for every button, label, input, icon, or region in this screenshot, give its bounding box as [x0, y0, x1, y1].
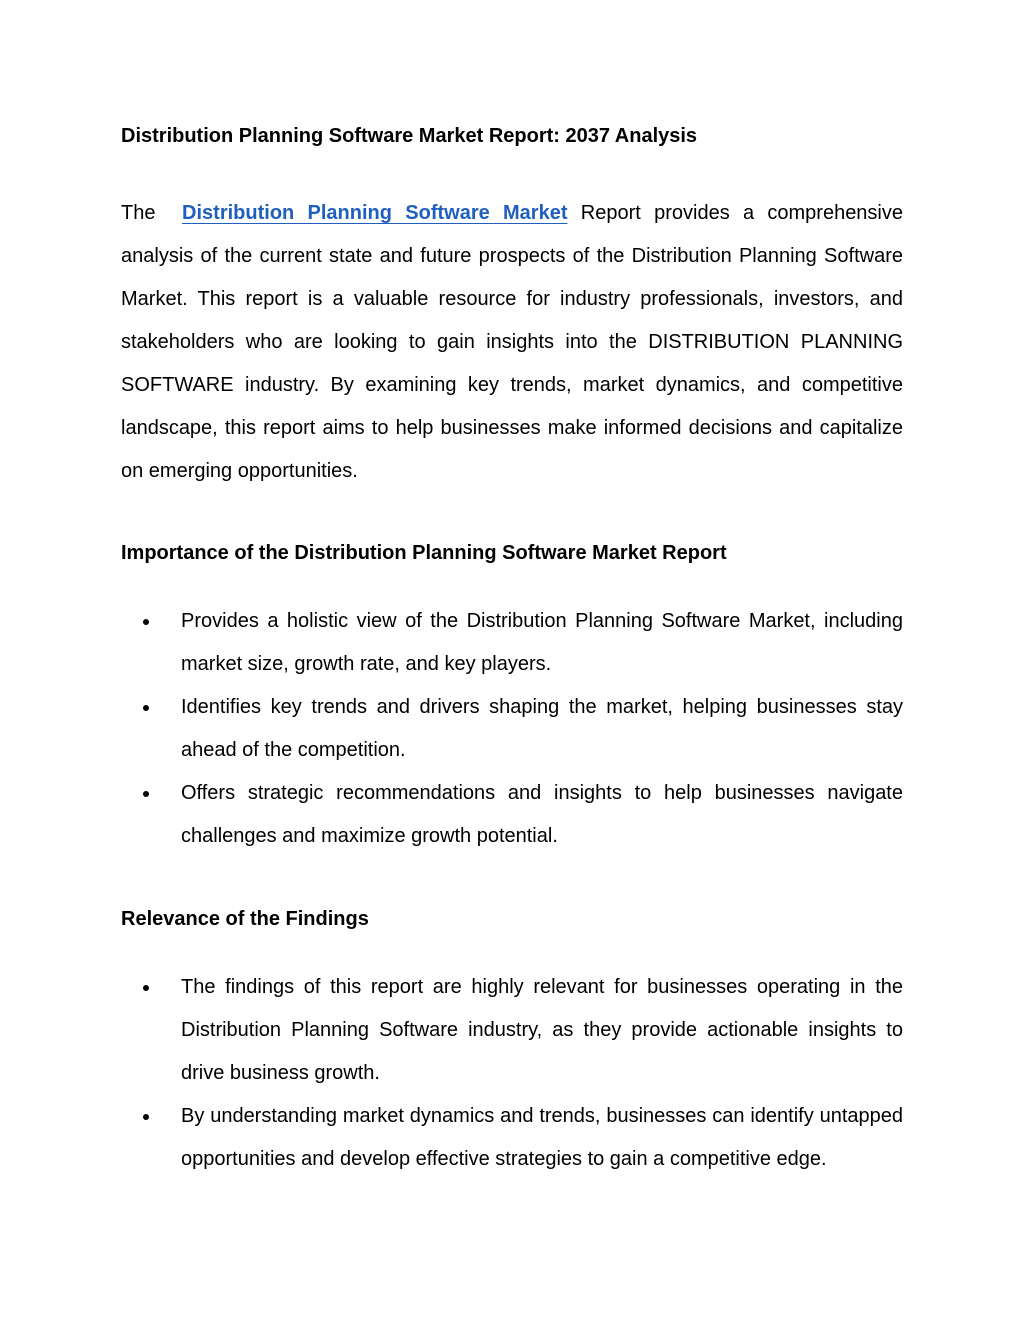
bullet-icon: [143, 791, 149, 797]
list-item: [121, 772, 903, 858]
list-item-text: Offers strategic recommendations and insights to help businesses navigate challenges and maximize growth potential.: [181, 782, 903, 847]
bullet-icon: [143, 1114, 149, 1120]
document-title: Distribution Planning Software Market Report: 2037 Analysis: [121, 125, 698, 147]
list-item-text: By understanding market dynamics and trends, businesses can identify untapped opportunities and develop effective strategies to gain a competitive edge.: [181, 1105, 903, 1170]
relevance-bullet-list: [121, 966, 903, 1181]
section-heading-importance: Importance of the Distribution Planning Software Market Report: [121, 542, 727, 564]
intro-paragraph: [121, 192, 903, 493]
bullet-icon: [143, 705, 149, 711]
list-item-text: The findings of this report are highly relevant for businesses operating in the Distribution Planning Software industry, as they provide actionable insights to drive business growth.: [181, 976, 903, 1084]
bullet-icon: [143, 619, 149, 625]
list-item: [121, 966, 903, 1095]
list-item-text: Identifies key trends and drivers shaping the market, helping businesses stay ahead of the competition.: [181, 696, 903, 761]
importance-bullet-list: [121, 600, 903, 858]
list-item-text: Provides a holistic view of the Distribution Planning Software Market, including market size, growth rate, and key players.: [181, 610, 903, 675]
list-item: [121, 686, 903, 772]
list-item: [121, 600, 903, 686]
section-heading-relevance: Relevance of the Findings: [121, 908, 369, 930]
list-item: [121, 1095, 903, 1181]
intro-body: Report provides a comprehensive analysis of the current state and future prospects of the Distribution Planning Software Market. This report is a valuable resource for industry professionals, investors, and stakeholders who are looking to gain insights into the DISTRIBUTION PLANNING SOFTWARE industry. By examining key trends, market dynamics, and competitive landscape, this report aims to help businesses make informed decisions and capitalize on emerging opportunities.: [121, 202, 904, 482]
intro-prefix: The: [121, 202, 156, 224]
bullet-icon: [143, 985, 149, 991]
market-report-link[interactable]: Distribution Planning Software Market: [182, 202, 568, 224]
